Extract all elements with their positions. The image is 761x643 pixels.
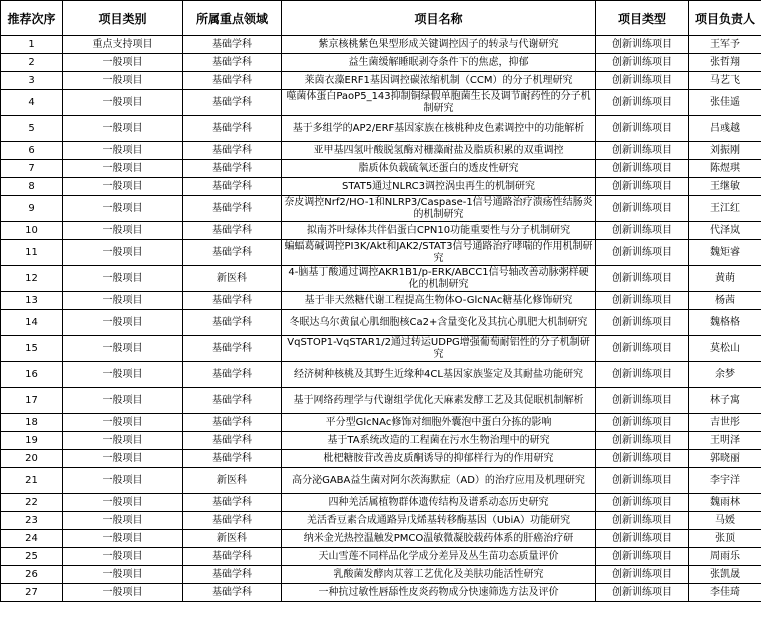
cell-category: 一般项目 xyxy=(63,178,183,196)
cell-rank: 17 xyxy=(1,388,63,414)
cell-project-type: 创新训练项目 xyxy=(596,468,689,494)
cell-field: 基础学科 xyxy=(183,72,282,90)
cell-field: 新医科 xyxy=(183,530,282,548)
cell-project-type: 创新训练项目 xyxy=(596,450,689,468)
cell-rank: 5 xyxy=(1,116,63,142)
cell-category: 一般项目 xyxy=(63,566,183,584)
table-row xyxy=(1,142,761,160)
cell-leader: 王继敏 xyxy=(689,178,761,196)
table-row xyxy=(1,336,761,362)
header-project-type: 项目类型 xyxy=(596,1,689,36)
cell-leader: 魏格格 xyxy=(689,310,761,336)
cell-project-type: 创新训练项目 xyxy=(596,142,689,160)
cell-rank: 23 xyxy=(1,512,63,530)
table-row xyxy=(1,566,761,584)
cell-category: 一般项目 xyxy=(63,494,183,512)
cell-category: 一般项目 xyxy=(63,468,183,494)
table-row xyxy=(1,548,761,566)
cell-field: 基础学科 xyxy=(183,310,282,336)
table-row xyxy=(1,450,761,468)
cell-field: 基础学科 xyxy=(183,178,282,196)
table-body xyxy=(1,36,761,602)
cell-project-name: 纳米金光热控温触发PMCO温敏微凝胶载药体系的肝癌治疗研 xyxy=(282,530,596,548)
cell-category: 一般项目 xyxy=(63,310,183,336)
cell-project-name: 奈皮调控Nrf2/HO-1和NLRP3/Caspase-1信号通路治疗溃疡性结肠炎的机制研究 xyxy=(282,196,596,222)
cell-rank: 14 xyxy=(1,310,63,336)
table-row xyxy=(1,584,761,602)
cell-leader: 马媛 xyxy=(689,512,761,530)
cell-field: 基础学科 xyxy=(183,54,282,72)
cell-leader: 莫松山 xyxy=(689,336,761,362)
table-row xyxy=(1,468,761,494)
cell-rank: 7 xyxy=(1,160,63,178)
cell-leader: 郭晓丽 xyxy=(689,450,761,468)
cell-project-type: 创新训练项目 xyxy=(596,414,689,432)
cell-field: 基础学科 xyxy=(183,116,282,142)
cell-leader: 吉世彤 xyxy=(689,414,761,432)
cell-project-type: 创新训练项目 xyxy=(596,530,689,548)
table-row xyxy=(1,178,761,196)
cell-project-type: 创新训练项目 xyxy=(596,584,689,602)
cell-rank: 11 xyxy=(1,240,63,266)
cell-project-type: 创新训练项目 xyxy=(596,362,689,388)
cell-field: 新医科 xyxy=(183,266,282,292)
cell-project-type: 创新训练项目 xyxy=(596,292,689,310)
cell-project-name: 基于非天然糖代谢工程提高生物体O-GlcNAc糖基化修饰研究 xyxy=(282,292,596,310)
cell-field: 基础学科 xyxy=(183,196,282,222)
table-row xyxy=(1,266,761,292)
cell-rank: 20 xyxy=(1,450,63,468)
cell-project-name: 噬菌体蛋白PaoP5_143抑制铜绿假单胞菌生长及调节耐药性的分子机制研究 xyxy=(282,90,596,116)
cell-field: 基础学科 xyxy=(183,566,282,584)
cell-project-type: 创新训练项目 xyxy=(596,310,689,336)
cell-rank: 24 xyxy=(1,530,63,548)
table-row xyxy=(1,116,761,142)
cell-rank: 3 xyxy=(1,72,63,90)
cell-project-name: 基于多组学的AP2/ERF基因家族在核桃种皮色素调控中的功能解析 xyxy=(282,116,596,142)
cell-category: 一般项目 xyxy=(63,530,183,548)
table-row xyxy=(1,310,761,336)
cell-field: 基础学科 xyxy=(183,512,282,530)
header-field: 所属重点领域 xyxy=(183,1,282,36)
cell-project-name: 4-脑基丁酸通过调控AKR1B1/p-ERK/ABCC1信号轴改善动脉粥样硬化的机制研究 xyxy=(282,266,596,292)
cell-rank: 25 xyxy=(1,548,63,566)
cell-project-type: 创新训练项目 xyxy=(596,494,689,512)
cell-field: 基础学科 xyxy=(183,432,282,450)
cell-project-name: 经济树种核桃及其野生近缘种4CL基因家族鉴定及其耐盐功能研究 xyxy=(282,362,596,388)
cell-field: 基础学科 xyxy=(183,160,282,178)
cell-project-name: 亚甲基四氢叶酸脱氢酶对栅藻耐盐及脂质积累的双重调控 xyxy=(282,142,596,160)
cell-project-type: 创新训练项目 xyxy=(596,388,689,414)
cell-rank: 6 xyxy=(1,142,63,160)
cell-rank: 9 xyxy=(1,196,63,222)
cell-category: 一般项目 xyxy=(63,142,183,160)
cell-field: 基础学科 xyxy=(183,240,282,266)
cell-field: 基础学科 xyxy=(183,90,282,116)
cell-category: 一般项目 xyxy=(63,336,183,362)
cell-project-name: 天山雪莲不同样品化学成分差异及丛生苗功态质量评价 xyxy=(282,548,596,566)
cell-leader: 王江红 xyxy=(689,196,761,222)
cell-leader: 魏雨林 xyxy=(689,494,761,512)
cell-field: 基础学科 xyxy=(183,388,282,414)
header-rank: 推荐次序 xyxy=(1,1,63,36)
cell-project-name: VqSTOP1-VqSTAR1/2通过转运UDPG增强葡萄耐铝性的分子机制研究 xyxy=(282,336,596,362)
cell-project-name: 一种抗过敏性唇舔性皮炎药物成分快速筛选方法及评价 xyxy=(282,584,596,602)
cell-leader: 林子寓 xyxy=(689,388,761,414)
cell-leader: 陈煜琪 xyxy=(689,160,761,178)
table-row xyxy=(1,160,761,178)
cell-project-type: 创新训练项目 xyxy=(596,36,689,54)
table-row xyxy=(1,240,761,266)
cell-category: 一般项目 xyxy=(63,450,183,468)
cell-rank: 2 xyxy=(1,54,63,72)
cell-category: 一般项目 xyxy=(63,240,183,266)
cell-leader: 余梦 xyxy=(689,362,761,388)
cell-project-name: 四种羌活属植物群体遗传结构及谱系动态历史研究 xyxy=(282,494,596,512)
header-row xyxy=(1,1,761,36)
cell-category: 一般项目 xyxy=(63,414,183,432)
table-row xyxy=(1,36,761,54)
cell-field: 基础学科 xyxy=(183,414,282,432)
cell-project-name: 基于网络药理学与代谢组学优化天麻素发酵工艺及其促眠机制解析 xyxy=(282,388,596,414)
cell-project-name: 枇杷糖胺苷改善皮质酮诱导的抑郁样行为的作用研究 xyxy=(282,450,596,468)
cell-field: 基础学科 xyxy=(183,142,282,160)
cell-project-name: STAT5通过NLRC3调控涡虫再生的机制研究 xyxy=(282,178,596,196)
cell-field: 基础学科 xyxy=(183,494,282,512)
cell-project-name: 拟南芥叶绿体共伴侣蛋白CPN10功能重要性与分子机制研究 xyxy=(282,222,596,240)
cell-project-type: 创新训练项目 xyxy=(596,566,689,584)
cell-rank: 27 xyxy=(1,584,63,602)
cell-field: 基础学科 xyxy=(183,584,282,602)
cell-category: 一般项目 xyxy=(63,432,183,450)
cell-category: 一般项目 xyxy=(63,266,183,292)
cell-rank: 10 xyxy=(1,222,63,240)
cell-project-name: 蝙蝠葛碱调控PI3K/Akt和JAK2/STAT3信号通路治疗哮喘的作用机制研究 xyxy=(282,240,596,266)
cell-project-type: 创新训练项目 xyxy=(596,222,689,240)
cell-leader: 张佳遥 xyxy=(689,90,761,116)
cell-rank: 18 xyxy=(1,414,63,432)
table-row xyxy=(1,90,761,116)
cell-category: 一般项目 xyxy=(63,548,183,566)
header-project-name: 项目名称 xyxy=(282,1,596,36)
cell-project-type: 创新训练项目 xyxy=(596,116,689,142)
cell-field: 基础学科 xyxy=(183,222,282,240)
cell-rank: 12 xyxy=(1,266,63,292)
cell-project-name: 羌活香豆素合成通路异戊烯基转移酶基因（UbiA）功能研究 xyxy=(282,512,596,530)
cell-leader: 张哲翔 xyxy=(689,54,761,72)
cell-project-name: 基于TA系统改造的工程菌在污水生物治理中的研究 xyxy=(282,432,596,450)
cell-field: 基础学科 xyxy=(183,336,282,362)
table-row xyxy=(1,530,761,548)
cell-category: 一般项目 xyxy=(63,160,183,178)
cell-project-type: 创新训练项目 xyxy=(596,240,689,266)
cell-field: 基础学科 xyxy=(183,36,282,54)
table-row xyxy=(1,388,761,414)
cell-project-type: 创新训练项目 xyxy=(596,336,689,362)
table-row xyxy=(1,222,761,240)
cell-rank: 15 xyxy=(1,336,63,362)
cell-leader: 张顶 xyxy=(689,530,761,548)
cell-leader: 魏矩睿 xyxy=(689,240,761,266)
cell-project-type: 创新训练项目 xyxy=(596,548,689,566)
cell-project-type: 创新训练项目 xyxy=(596,178,689,196)
table-row xyxy=(1,196,761,222)
header-leader: 项目负责人 xyxy=(689,1,761,36)
cell-leader: 杨茜 xyxy=(689,292,761,310)
cell-leader: 王军予 xyxy=(689,36,761,54)
header-category: 项目类别 xyxy=(63,1,183,36)
cell-project-type: 创新训练项目 xyxy=(596,432,689,450)
cell-project-name: 平分型GlcNAc修饰对细胞外囊泡中蛋白分拣的影响 xyxy=(282,414,596,432)
cell-rank: 8 xyxy=(1,178,63,196)
cell-project-type: 创新训练项目 xyxy=(596,512,689,530)
cell-leader: 王明泽 xyxy=(689,432,761,450)
cell-category: 一般项目 xyxy=(63,54,183,72)
cell-category: 重点支持项目 xyxy=(63,36,183,54)
cell-leader: 马艺飞 xyxy=(689,72,761,90)
cell-project-type: 创新训练项目 xyxy=(596,266,689,292)
cell-rank: 1 xyxy=(1,36,63,54)
cell-category: 一般项目 xyxy=(63,388,183,414)
cell-project-type: 创新训练项目 xyxy=(596,196,689,222)
cell-field: 基础学科 xyxy=(183,450,282,468)
cell-project-name: 脂质体负载硫氧还蛋白的透皮性研究 xyxy=(282,160,596,178)
cell-leader: 代泽岚 xyxy=(689,222,761,240)
table-row xyxy=(1,292,761,310)
cell-project-type: 创新训练项目 xyxy=(596,72,689,90)
cell-rank: 13 xyxy=(1,292,63,310)
cell-leader: 周雨乐 xyxy=(689,548,761,566)
cell-rank: 4 xyxy=(1,90,63,116)
cell-category: 一般项目 xyxy=(63,512,183,530)
cell-rank: 16 xyxy=(1,362,63,388)
table-row xyxy=(1,432,761,450)
cell-field: 基础学科 xyxy=(183,362,282,388)
cell-leader: 李宇洋 xyxy=(689,468,761,494)
cell-field: 基础学科 xyxy=(183,548,282,566)
cell-project-type: 创新训练项目 xyxy=(596,160,689,178)
table-row xyxy=(1,414,761,432)
cell-project-name: 莱茵衣藻ERF1基因调控碳浓缩机制（CCM）的分子机理研究 xyxy=(282,72,596,90)
cell-rank: 22 xyxy=(1,494,63,512)
cell-leader: 黄萌 xyxy=(689,266,761,292)
cell-project-name: 紫京核桃紫色果型形成关键调控因子的转录与代谢研究 xyxy=(282,36,596,54)
cell-category: 一般项目 xyxy=(63,116,183,142)
table-row xyxy=(1,512,761,530)
cell-category: 一般项目 xyxy=(63,90,183,116)
cell-rank: 19 xyxy=(1,432,63,450)
table-row xyxy=(1,54,761,72)
cell-category: 一般项目 xyxy=(63,584,183,602)
cell-project-type: 创新训练项目 xyxy=(596,90,689,116)
table-row xyxy=(1,494,761,512)
cell-leader: 吕彧越 xyxy=(689,116,761,142)
cell-field: 基础学科 xyxy=(183,292,282,310)
cell-category: 一般项目 xyxy=(63,72,183,90)
cell-category: 一般项目 xyxy=(63,362,183,388)
cell-field: 新医科 xyxy=(183,468,282,494)
cell-project-name: 益生菌缓解睡眠剥夺条件下的焦虑，抑郁 xyxy=(282,54,596,72)
cell-rank: 21 xyxy=(1,468,63,494)
cell-project-name: 乳酸菌发酵肉苁蓉工艺优化及美肤功能活性研究 xyxy=(282,566,596,584)
cell-leader: 李佳琦 xyxy=(689,584,761,602)
cell-project-name: 冬眠达乌尔黄鼠心肌细胞核Ca2+含量变化及其抗心肌肥大机制研究 xyxy=(282,310,596,336)
cell-leader: 张凯晟 xyxy=(689,566,761,584)
table-row xyxy=(1,362,761,388)
cell-project-name: 高分泌GABA益生菌对阿尔茨海默症（AD）的治疗应用及机理研究 xyxy=(282,468,596,494)
cell-category: 一般项目 xyxy=(63,196,183,222)
table-row xyxy=(1,72,761,90)
cell-category: 一般项目 xyxy=(63,222,183,240)
cell-category: 一般项目 xyxy=(63,292,183,310)
cell-rank: 26 xyxy=(1,566,63,584)
cell-leader: 刘振刚 xyxy=(689,142,761,160)
cell-project-type: 创新训练项目 xyxy=(596,54,689,72)
